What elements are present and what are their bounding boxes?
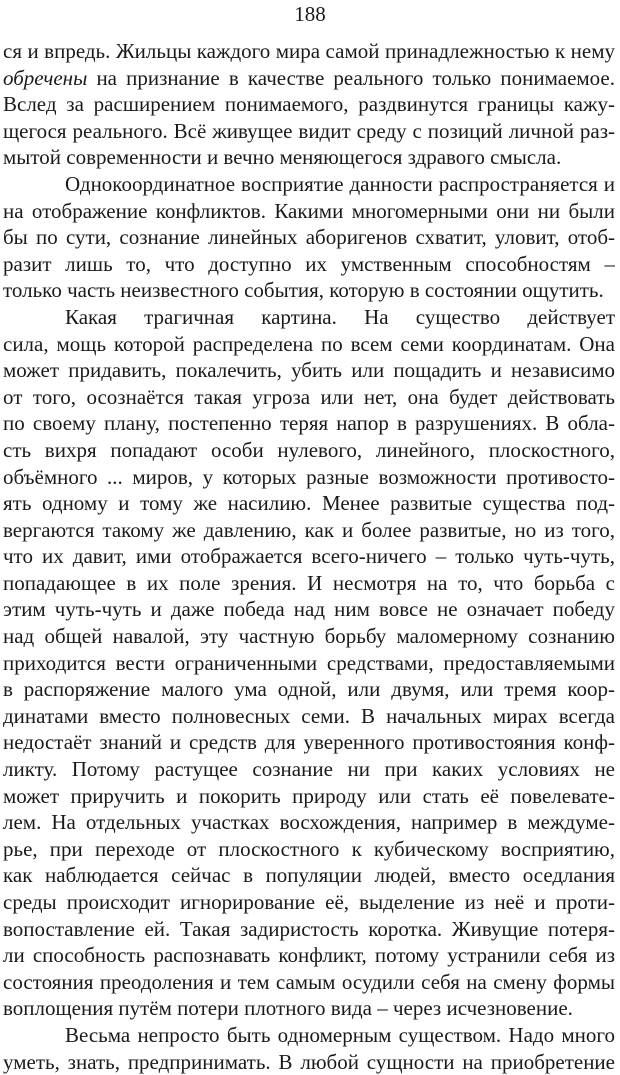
text-line: ликту. Потому растущее сознание ни при каких условиях не xyxy=(3,757,615,782)
text-line: по своему плану, постепенно теряя напор в разрушениях. В обла- xyxy=(3,411,615,436)
text-line: ся и впредь. Жильцы каждого мира самой принадлежностью к нему xyxy=(3,39,615,63)
text-line: объёмного ... миров, у которых разные возможности противосто- xyxy=(3,464,615,489)
text-line: динатами вместо полновесных семи. В начальных мирах всегда xyxy=(3,703,615,728)
text-line: в распоряжение малого ума одной, или двумя, или тремя коор- xyxy=(3,677,615,702)
page-body xyxy=(3,38,615,1075)
italic-word: обречены xyxy=(3,65,88,90)
text-line: Какая трагичная картина. На существо действует xyxy=(65,304,615,329)
text-line: среды происходит игнорирование её, выделение из неё и проти- xyxy=(3,890,615,914)
text-line: мытой современности и вечно меняющегося здравого смысла. xyxy=(3,145,562,170)
text-line: недостаёт знаний и средств для уверенного противостояния конф- xyxy=(3,730,615,755)
text-line: уметь, знать, предпринимать. В любой сущности на приобретение xyxy=(3,1049,615,1074)
text-line: что их давит, ими отображается всего-ничего – только чуть-чуть, xyxy=(3,544,615,569)
text-line: только часть неизвестного события, которую в состоянии ощутить. xyxy=(3,278,604,303)
text-line: лем. На отдельных участках восхождения, например в междуме- xyxy=(3,810,615,835)
text-line: рье, при переходе от плоскостного к кубическому восприятию, xyxy=(3,836,615,861)
text-line: Однокоординатное восприятие данности распространяется и xyxy=(65,171,615,196)
text-line: разит лишь то, что доступно их умственным способностям – xyxy=(3,251,615,276)
text-line: может приручить и покорить природу или стать её повелевате- xyxy=(3,783,615,808)
text-line: вопоставление ей. Такая задиристость коротка. Живущие потеря- xyxy=(3,916,615,941)
text-line: щегося реального. Всё живущее видит среду с позиций личной раз- xyxy=(3,118,615,143)
text-line: вергаются такому же давлению, как и более развитые, но из того, xyxy=(3,517,615,542)
text-line: ли способность распознавать конфликт, потому устранили себя из xyxy=(3,943,615,968)
text-line: обречены на признание в качестве реального только понимаемое. xyxy=(3,65,615,90)
text-line: может придавить, покалечить, убить или пощадить и независимо xyxy=(3,358,615,383)
text-line: состояния преодоления и тем самым осудили себя на смену формы xyxy=(3,969,615,994)
text-line: над общей навалой, эту частную борьбу маломерному сознанию xyxy=(3,624,615,649)
page-number: 188 xyxy=(294,2,326,26)
text-line: сть вихря попадают особи нулевого, линейного, плоскостного, xyxy=(3,437,615,462)
text-line: ять одному и тому же насилию. Менее развитые существа под- xyxy=(3,491,615,516)
text-line: воплощения путём потери плотного вида – через исчезновение. xyxy=(3,996,573,1021)
text-line: на отображение конфликтов. Какими многомерными они ни были xyxy=(3,198,615,223)
text-line: этим чуть-чуть и даже победа над ним вовсе не означает победу xyxy=(3,597,615,622)
text-line: Вслед за расширением понимаемого, раздвинутся границы кажу- xyxy=(3,92,615,117)
text-line: приходится вести ограниченными средствами, предоставляемыми xyxy=(3,650,615,675)
text-line: от того, осознаётся такая угроза или нет, она будет действовать xyxy=(3,384,615,409)
text-line: Весьма непросто быть одномерным существом. Надо много xyxy=(65,1022,615,1047)
text-line: попадающее в их поле зрения. И несмотря на то, что борьба с xyxy=(3,570,615,595)
text-line: сила, мощь которой распределена по всем семи координатам. Она xyxy=(3,331,615,356)
text-line: как наблюдается сейчас в популяции людей, вместо оседлания xyxy=(3,863,615,888)
text-line: бы по сути, сознание линейных аборигенов схватит, уловит, отоб- xyxy=(3,225,615,250)
